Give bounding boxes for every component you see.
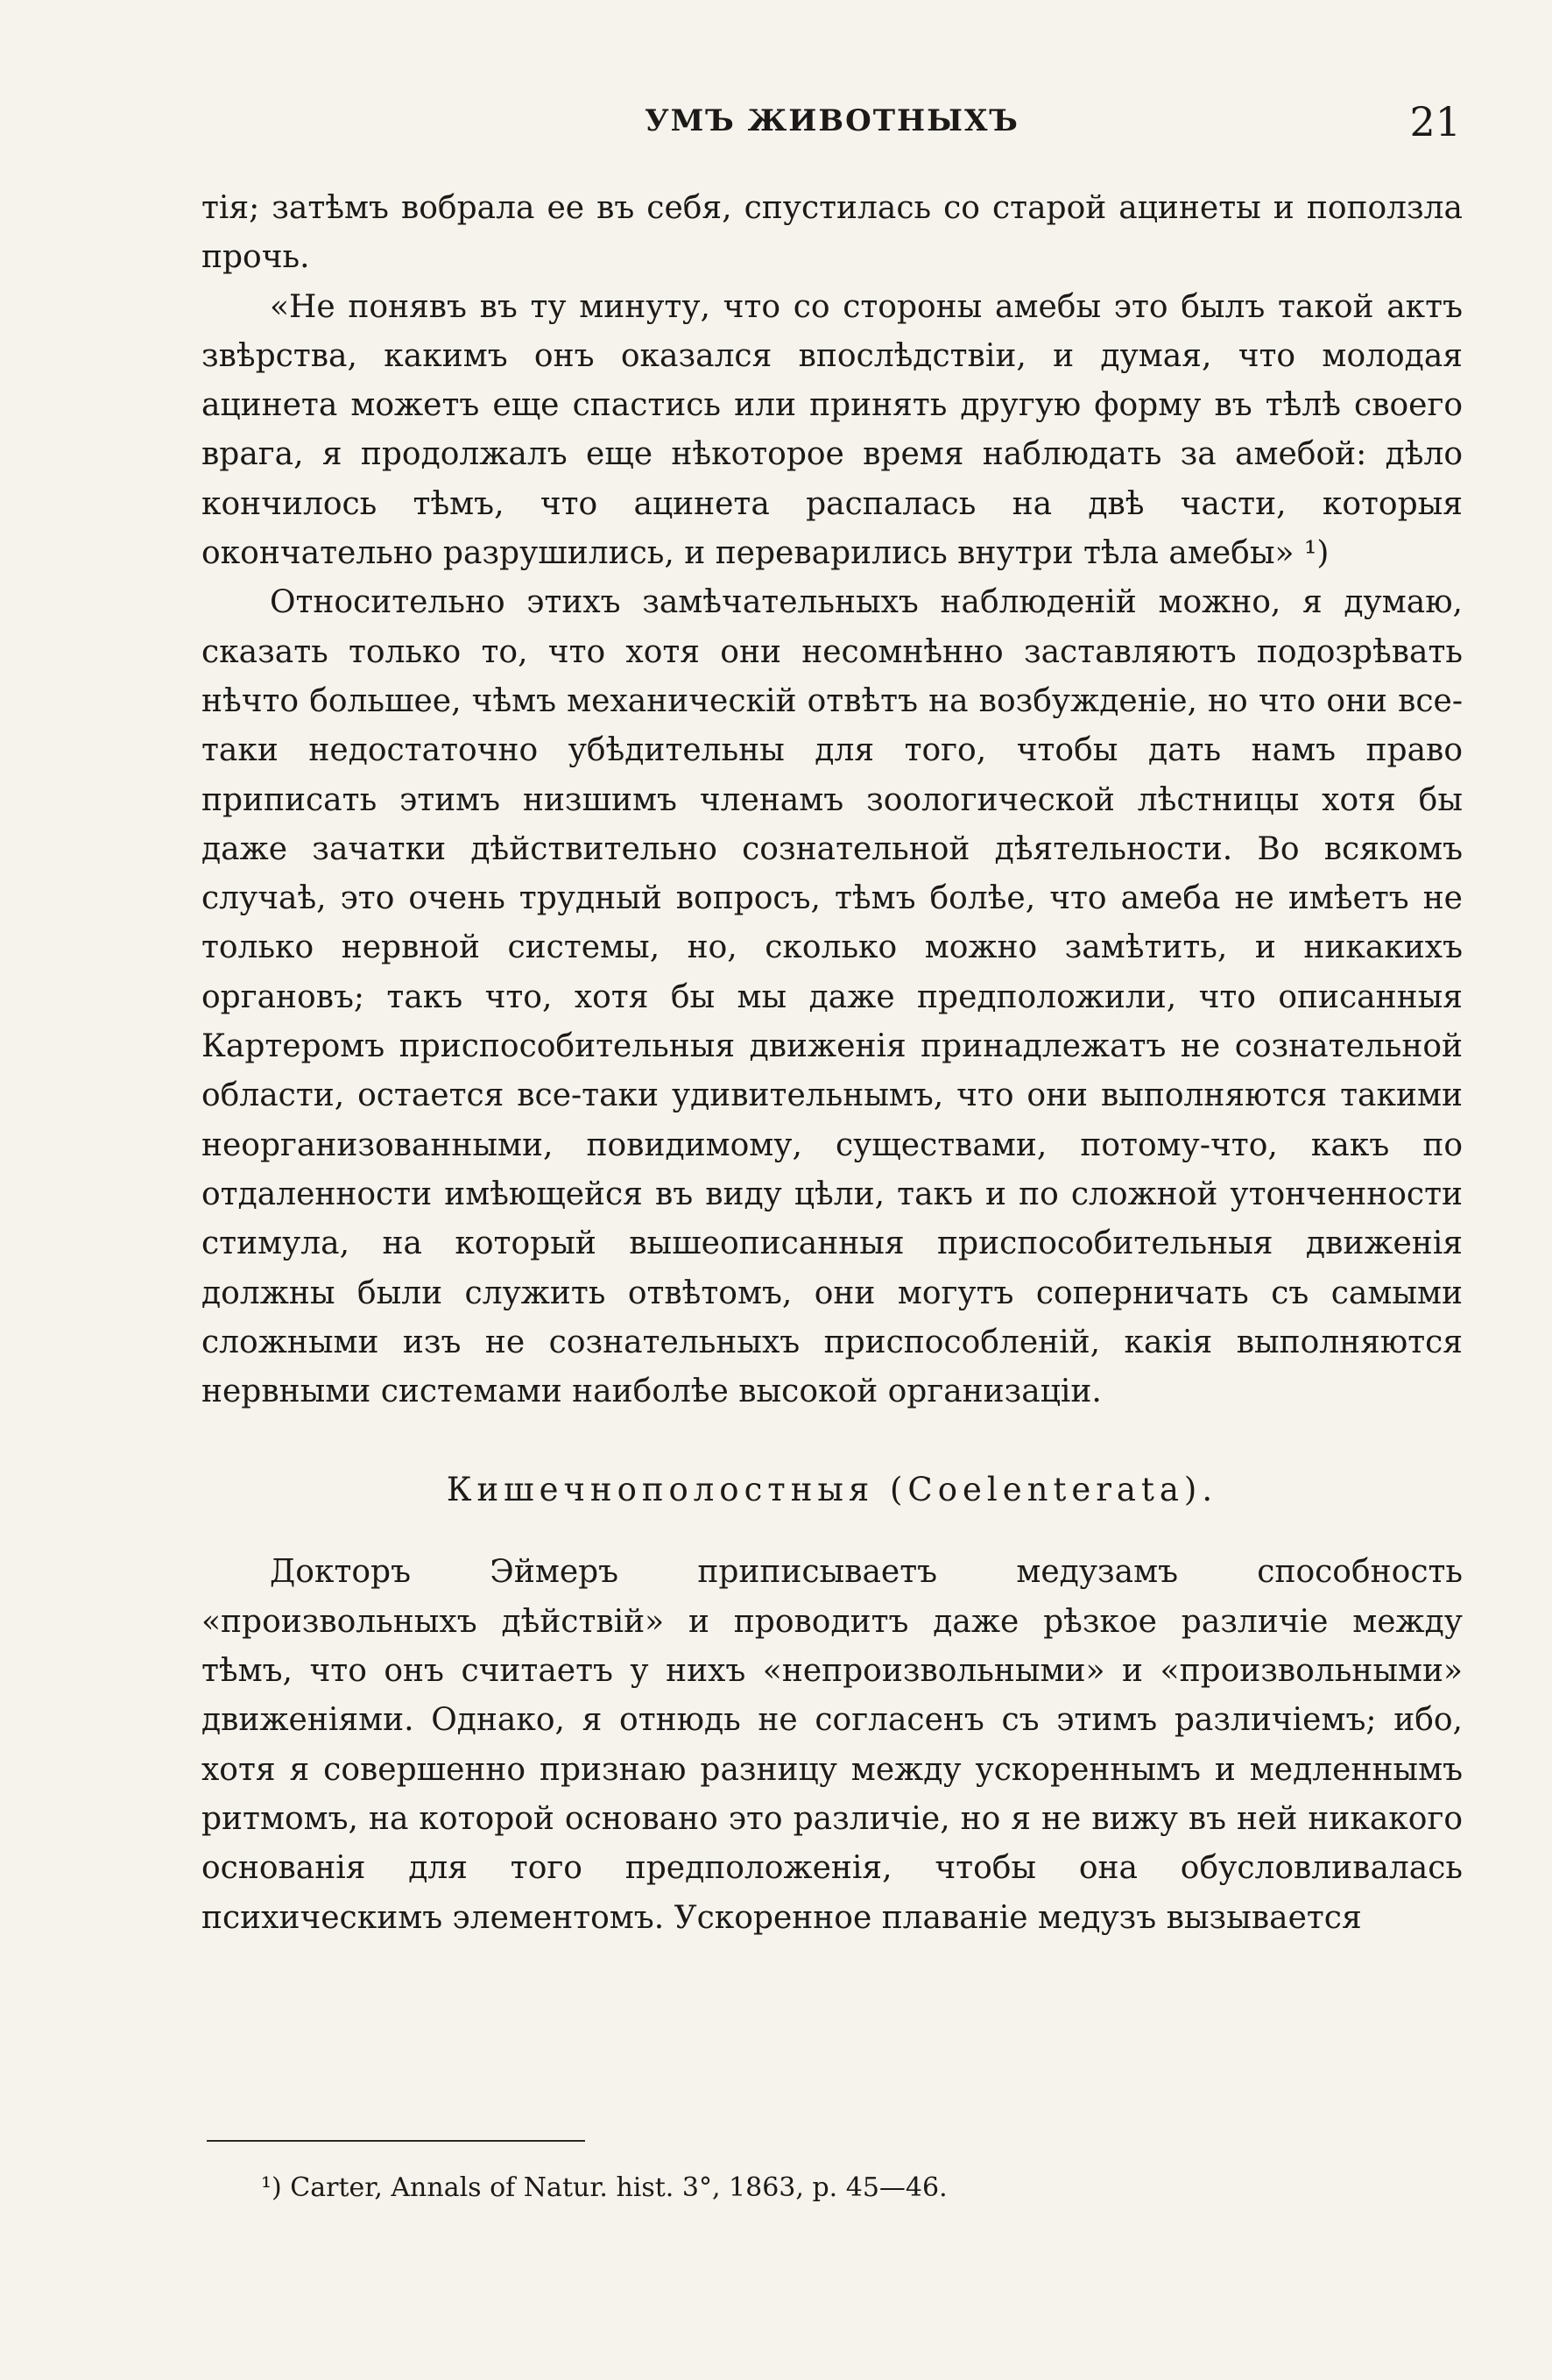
paragraph-section: Докторъ Эймеръ приписываетъ медузамъ способность «произвольныхъ дѣйствій» и проводитъ даже рѣзкое различіе между тѣмъ, что онъ считаетъ у нихъ «непроизвольными» и «произвольными» движеніями. Однако, я отнюдь не согласенъ съ этимъ различіемъ; ибо, хотя я совершенно признаю разницу между ускореннымъ и медленнымъ ритмомъ, на которой основано это различіе, но я не вижу въ ней никакого основанія для того предположенія, чтобы она обусловливалась психическимъ элементомъ. Ускоренное плаваніе медузъ вызывается [201,1554,1463,1936]
page-body [201,184,1463,1943]
paragraph-quote: «Не понявъ въ ту минуту, что со стороны амебы это былъ такой актъ звѣрства, какимъ онъ оказался впослѣдствіи, и думая, что молодая ацинета можетъ еще спастись или принять другую форму въ тѣлѣ своего врага, я продолжалъ еще нѣкоторое время наблюдать за амебой: дѣло кончилось тѣмъ, что ацинета распалась на двѣ части, которыя окончательно разрушились, и переварились внутри тѣла амебы» ¹) [201,288,1463,572]
page-header [203,98,1461,156]
running-title: УМЪ ЖИВОТНЫХЪ [645,103,1019,138]
page-number: 21 [1409,98,1461,145]
footnote-marker: ¹) [261,2172,282,2203]
section-heading: Кишечнополостныя (Coelenterata). [446,1471,1218,1509]
paragraph-discussion: Относительно этихъ замѣчательныхъ наблюденій можно, я думаю, сказать только то, что хотя они несомнѣнно заставляютъ подозрѣвать нѣчто большее, чѣмъ механическій отвѣтъ на возбужденіе, но что они все-таки недостаточно убѣдительны для того, чтобы дать намъ право приписать этимъ низшимъ членамъ зоологической лѣстницы хотя бы даже зачатки дѣйствительно сознательной дѣятельности. Во всякомъ случаѣ, это очень трудный вопросъ, тѣмъ болѣе, что амеба не имѣетъ не только нервной системы, но, сколько можно замѣтить, и никакихъ органовъ; такъ что, хотя бы мы даже предположили, что описанныя Картеромъ приспособительныя движенія принадлежатъ не сознательной области, остается все-таки удивительнымъ, что они выполняются такими неорганизованными, повидимому, существами, потому-что, какъ по отдаленности имѣющейся въ виду цѣли, такъ и по сложной утонченности стимула, на который вышеописанныя приспособительныя движенія должны были служить отвѣтомъ, они могутъ соперничать съ самыми сложными изъ не сознательныхъ приспособленій, какія выполняются нервными системами наиболѣе высокой организаціи. [201,584,1463,1410]
paragraph-continuation: тія; затѣмъ вобрала ее въ себя, спустилась со старой ацинеты и поползла прочь. [201,190,1463,276]
footnote-divider [207,2140,585,2142]
footnote-text: Carter, Annals of Natur. hist. 3°, 1863, p. 45—46. [290,2172,948,2203]
footnote [261,2171,1400,2206]
